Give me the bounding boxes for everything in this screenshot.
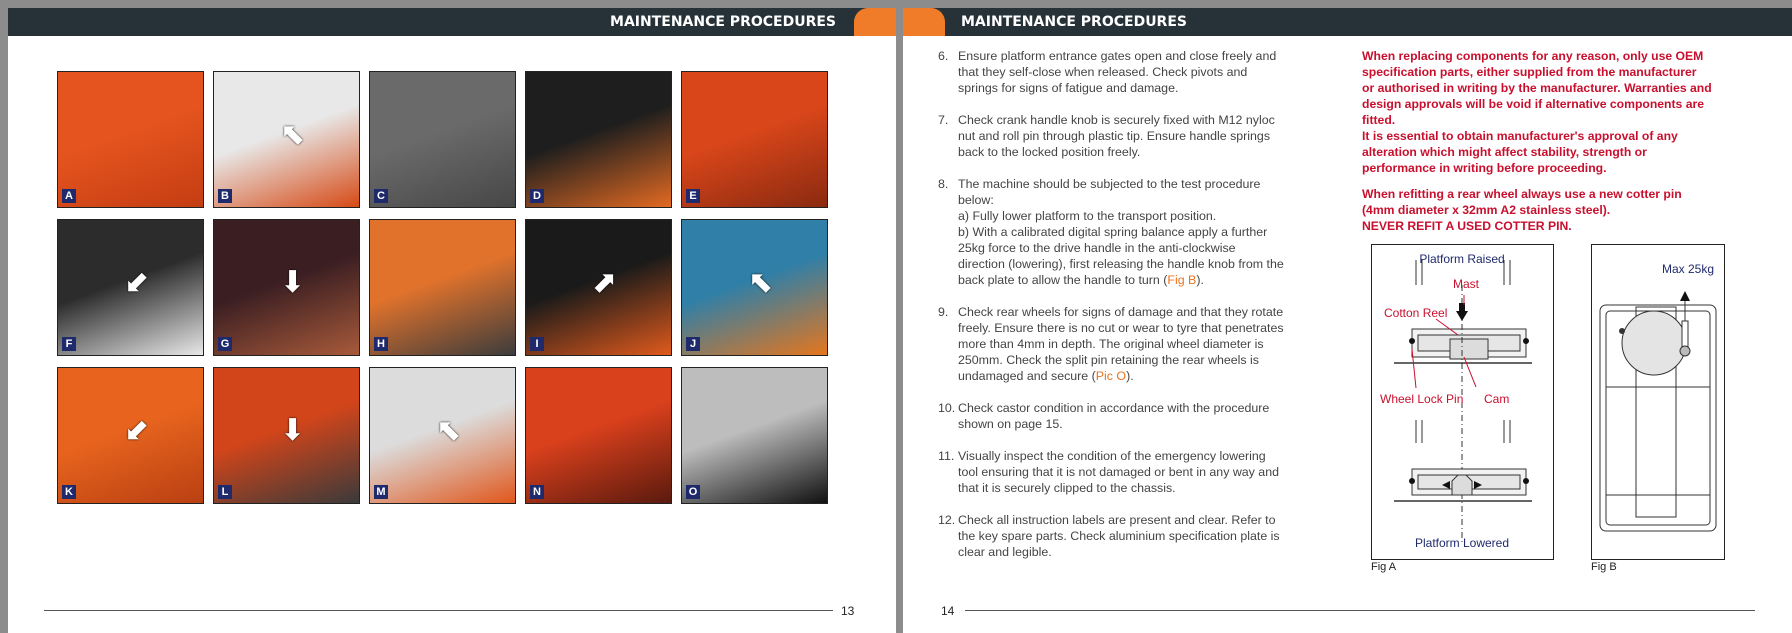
fig-b-drawing bbox=[1592, 245, 1724, 559]
step-10 bbox=[938, 400, 1284, 432]
step-number: 6. bbox=[938, 49, 949, 63]
step-number: 8. bbox=[938, 177, 949, 191]
footer-rule bbox=[965, 610, 1755, 611]
photo-k bbox=[57, 367, 204, 504]
pic-o-link[interactable]: Pic O bbox=[1095, 369, 1127, 383]
page-header bbox=[8, 8, 896, 36]
step-8 bbox=[938, 176, 1284, 288]
step-text: ). bbox=[1126, 369, 1134, 383]
photo-label: M bbox=[374, 485, 388, 499]
step-9 bbox=[938, 304, 1284, 384]
step-11 bbox=[938, 448, 1284, 496]
step-text: ). bbox=[1196, 273, 1204, 287]
step-text: Visually inspect the condition of the emergency lowering tool ensuring that it is not damaged or bent in any way and that it is securely clipped to the chassis. bbox=[958, 449, 1279, 495]
left-page bbox=[8, 8, 896, 633]
step-number: 7. bbox=[938, 113, 949, 127]
photo-label: N bbox=[530, 485, 544, 499]
step-text: Check all instruction labels are present and clear. Refer to the key spare parts. Check aluminium specification plate is clear and legible. bbox=[958, 513, 1280, 559]
fig-a-diagram bbox=[1371, 244, 1554, 560]
photo-g bbox=[213, 219, 360, 356]
photo-label: E bbox=[686, 189, 700, 203]
step-text: Check crank handle knob is securely fixed with M12 nyloc nut and roll pin through plastic tip. Ensure handle springs back to the locked position freely. bbox=[958, 113, 1275, 159]
step-6 bbox=[938, 48, 1284, 96]
pointer-arrow-icon: ⬈ bbox=[592, 265, 618, 300]
photo-e bbox=[681, 71, 828, 208]
photo-f bbox=[57, 219, 204, 356]
page-number: 13 bbox=[841, 604, 855, 618]
photo-d bbox=[525, 71, 672, 208]
step-12 bbox=[938, 512, 1284, 560]
step-text: b) With a calibrated digital spring balance apply a further 25kg force to the drive handle in the anti-clockwise direction (lowering), first releasing the handle knob from the back plate to allow the handle to turn ( bbox=[958, 225, 1284, 287]
warning-cotter-pin: When refitting a rear wheel always use a new cotter pin (4mm diameter x 32mm A2 stainless steel). bbox=[1362, 187, 1682, 217]
step-number: 12. bbox=[938, 513, 956, 527]
warning-text bbox=[1362, 48, 1712, 176]
photo-o bbox=[681, 367, 828, 504]
page-header bbox=[903, 8, 1792, 36]
photo-label: C bbox=[374, 189, 388, 203]
pointer-arrow-icon: ⬉ bbox=[748, 265, 774, 300]
mast-label: Mast bbox=[1452, 277, 1480, 291]
footer-rule bbox=[44, 610, 833, 611]
cam-label: Cam bbox=[1484, 392, 1510, 406]
photo-label: A bbox=[62, 189, 76, 203]
header-accent-tab bbox=[903, 8, 945, 36]
photo-c bbox=[369, 71, 516, 208]
pointer-arrow-icon: ⬉ bbox=[436, 413, 462, 448]
header-accent-tab bbox=[854, 8, 896, 36]
header-title: MAINTENANCE PROCEDURES bbox=[610, 14, 836, 30]
photo-label: K bbox=[62, 485, 76, 499]
photo-label: G bbox=[218, 337, 232, 351]
warning-text bbox=[1362, 186, 1712, 234]
step-text: The machine should be subjected to the test procedure below: bbox=[958, 177, 1261, 207]
photo-m bbox=[369, 367, 516, 504]
right-page bbox=[903, 8, 1792, 633]
photo-label: L bbox=[218, 485, 232, 499]
step-text: Check castor condition in accordance with the procedure shown on page 15. bbox=[958, 401, 1270, 431]
fig-b-diagram bbox=[1591, 244, 1725, 560]
step-text: Ensure platform entrance gates open and close freely and that they self-close when released. Check pivots and springs for signs of fatigue and damage. bbox=[958, 49, 1277, 95]
step-number: 11. bbox=[938, 449, 955, 463]
photo-label: B bbox=[218, 189, 232, 203]
fig-b-caption: Fig B bbox=[1591, 561, 1617, 573]
warning-oem-parts: When replacing components for any reason, only use OEM specification parts, either supplied from the manufacturer or authorised in writing by the manufacturer. Warranties and design approvals will be void if alternative components are fitted. bbox=[1362, 49, 1712, 127]
photo-label: I bbox=[530, 337, 544, 351]
step-number: 9. bbox=[938, 305, 949, 319]
warning-never-refit: NEVER REFIT A USED COTTER PIN. bbox=[1362, 219, 1572, 233]
fig-a-drawing bbox=[1372, 245, 1553, 559]
step-number: 10. bbox=[938, 401, 956, 415]
step-7 bbox=[938, 112, 1284, 160]
wheel-lock-pin-label: Wheel Lock Pin bbox=[1380, 392, 1464, 406]
platform-raised-label: Platform Raised bbox=[1419, 252, 1505, 266]
header-title: MAINTENANCE PROCEDURES bbox=[961, 14, 1187, 30]
photo-l bbox=[213, 367, 360, 504]
cotton-reel-label: Cotton Reel bbox=[1384, 306, 1448, 320]
pointer-arrow-icon: ⬋ bbox=[124, 265, 150, 300]
step-text: Check rear wheels for signs of damage and that they rotate freely. Ensure there is no cut or wear to tyre that penetrates more than 4mm in depth. The original wheel diameter is 250mm. Check the split pin retaining the rear wheels is undamaged and secure ( bbox=[958, 305, 1284, 383]
photo-label: F bbox=[62, 337, 76, 351]
pointer-arrow-icon: ⬉ bbox=[280, 117, 306, 152]
platform-lowered-label: Platform Lowered bbox=[1414, 536, 1510, 550]
photo-i bbox=[525, 219, 672, 356]
photo-label: D bbox=[530, 189, 544, 203]
fig-a-caption: Fig A bbox=[1371, 561, 1397, 573]
pointer-arrow-icon: ⬋ bbox=[124, 413, 150, 448]
fig-b-link[interactable]: Fig B bbox=[1167, 273, 1197, 287]
procedure-steps bbox=[938, 48, 1284, 576]
photo-a bbox=[57, 71, 204, 208]
warning-notes bbox=[1362, 48, 1712, 244]
photo-label: O bbox=[686, 485, 700, 499]
warning-approval: It is essential to obtain manufacturer's approval of any alteration which might affect stability, strength or performance in writing before proceeding. bbox=[1362, 129, 1678, 175]
photo-b bbox=[213, 71, 360, 208]
photo-h bbox=[369, 219, 516, 356]
pointer-arrow-icon: ⬇ bbox=[280, 265, 306, 300]
page-number: 14 bbox=[941, 604, 955, 618]
photo-label: J bbox=[686, 337, 700, 351]
step-text: a) Fully lower platform to the transport position. bbox=[958, 209, 1217, 223]
photo-n bbox=[525, 367, 672, 504]
max-force-label: Max 25kg bbox=[1662, 262, 1715, 276]
pointer-arrow-icon: ⬇ bbox=[280, 413, 306, 448]
photo-label: H bbox=[374, 337, 388, 351]
photo-j bbox=[681, 219, 828, 356]
